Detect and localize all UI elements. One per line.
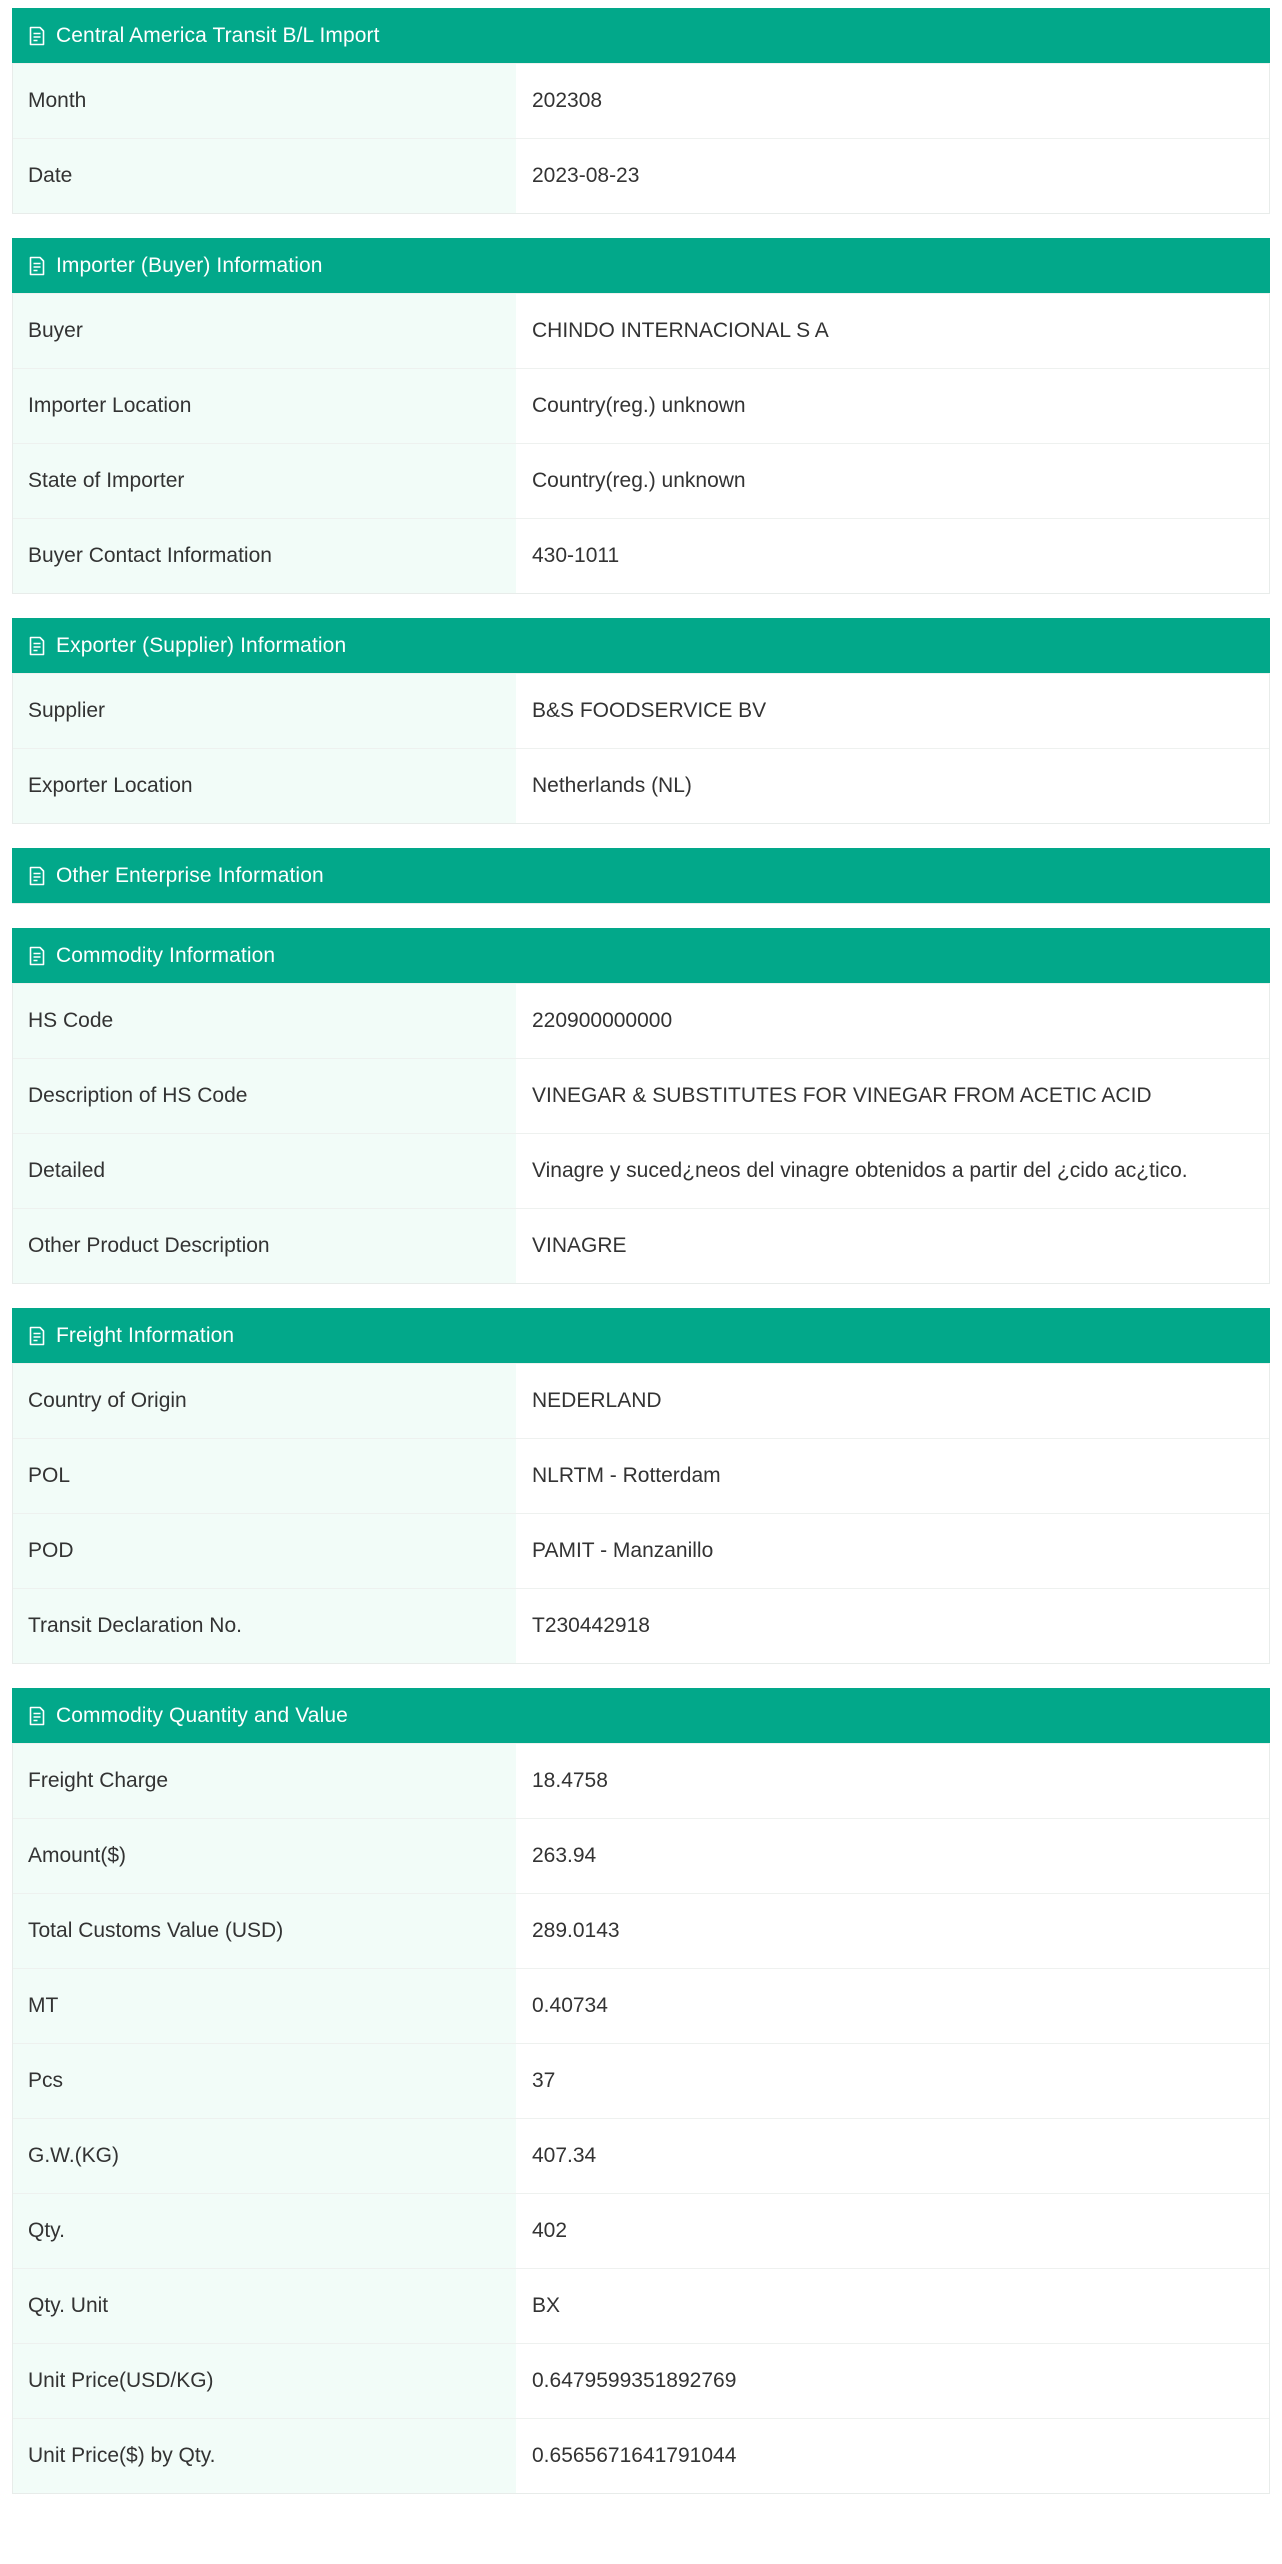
table-row	[13, 1058, 1269, 1133]
table-row	[13, 1818, 1269, 1893]
field-value: 263.94	[516, 1819, 1269, 1893]
table-row	[13, 443, 1269, 518]
section-title: Freight Information	[56, 1323, 235, 1347]
field-label: MT	[13, 1969, 516, 2043]
field-value: Country(reg.) unknown	[516, 444, 1269, 518]
section-header	[12, 1688, 1270, 1743]
field-label: Amount($)	[13, 1819, 516, 1893]
field-label: Date	[13, 139, 516, 213]
table-row	[13, 1363, 1269, 1438]
section-title: Importer (Buyer) Information	[56, 253, 323, 277]
field-value: T230442918	[516, 1589, 1269, 1663]
table-row	[13, 1743, 1269, 1818]
table-row	[13, 1438, 1269, 1513]
section-header	[12, 848, 1270, 903]
table-row	[13, 1588, 1269, 1663]
table-row	[13, 2343, 1269, 2418]
field-value: PAMIT - Manzanillo	[516, 1514, 1269, 1588]
section-title: Commodity Information	[56, 943, 276, 967]
field-value: 430-1011	[516, 519, 1269, 593]
section-header	[12, 1308, 1270, 1363]
field-label: Other Product Description	[13, 1209, 516, 1283]
table-row	[13, 63, 1269, 138]
section-0	[12, 8, 1270, 214]
document-list-icon	[28, 946, 46, 966]
section-header	[12, 238, 1270, 293]
section-6	[12, 1688, 1270, 2494]
field-label: Detailed	[13, 1134, 516, 1208]
bl-detail-page	[12, 8, 1270, 2494]
field-value: 0.6565671641791044	[516, 2419, 1269, 2493]
document-list-icon	[28, 1326, 46, 1346]
field-value: 289.0143	[516, 1894, 1269, 1968]
field-value: Netherlands (NL)	[516, 749, 1269, 823]
field-value: 202308	[516, 64, 1269, 138]
section-title: Central America Transit B/L Import	[56, 23, 380, 47]
field-value: VINEGAR & SUBSTITUTES FOR VINEGAR FROM ACETIC ACID	[516, 1059, 1269, 1133]
field-label: Total Customs Value (USD)	[13, 1894, 516, 1968]
table-row	[13, 1208, 1269, 1283]
field-label: Month	[13, 64, 516, 138]
field-value: NEDERLAND	[516, 1364, 1269, 1438]
field-label: Description of HS Code	[13, 1059, 516, 1133]
field-value: 0.40734	[516, 1969, 1269, 2043]
field-label: POD	[13, 1514, 516, 1588]
field-label: Qty.	[13, 2194, 516, 2268]
section-1	[12, 238, 1270, 594]
field-label: State of Importer	[13, 444, 516, 518]
section-3	[12, 848, 1270, 904]
field-label: Importer Location	[13, 369, 516, 443]
table-row	[13, 2418, 1269, 2493]
table-row	[13, 1893, 1269, 1968]
field-value: VINAGRE	[516, 1209, 1269, 1283]
table-row	[13, 2268, 1269, 2343]
document-list-icon	[28, 866, 46, 886]
field-value: Vinagre y suced¿neos del vinagre obtenidos a partir del ¿cido ac¿tico.	[516, 1134, 1269, 1208]
table-row	[13, 1513, 1269, 1588]
field-value: 37	[516, 2044, 1269, 2118]
field-label: Unit Price($) by Qty.	[13, 2419, 516, 2493]
table-row	[13, 2043, 1269, 2118]
field-value: B&S FOODSERVICE BV	[516, 674, 1269, 748]
field-value: NLRTM - Rotterdam	[516, 1439, 1269, 1513]
table-row	[13, 138, 1269, 213]
section-title: Commodity Quantity and Value	[56, 1703, 348, 1727]
section-4	[12, 928, 1270, 1284]
section-title: Exporter (Supplier) Information	[56, 633, 347, 657]
field-label: POL	[13, 1439, 516, 1513]
section-header	[12, 928, 1270, 983]
document-list-icon	[28, 636, 46, 656]
document-list-icon	[28, 256, 46, 276]
field-value: 402	[516, 2194, 1269, 2268]
field-label: Exporter Location	[13, 749, 516, 823]
field-value: 0.6479599351892769	[516, 2344, 1269, 2418]
field-label: Pcs	[13, 2044, 516, 2118]
table-row	[13, 983, 1269, 1058]
field-value: 2023-08-23	[516, 139, 1269, 213]
field-label: Buyer Contact Information	[13, 519, 516, 593]
section-header	[12, 8, 1270, 63]
field-value: 18.4758	[516, 1744, 1269, 1818]
field-label: Buyer	[13, 294, 516, 368]
document-list-icon	[28, 26, 46, 46]
field-label: Country of Origin	[13, 1364, 516, 1438]
field-value: 407.34	[516, 2119, 1269, 2193]
section-header	[12, 618, 1270, 673]
field-label: Freight Charge	[13, 1744, 516, 1818]
table-row	[13, 2193, 1269, 2268]
field-label: Unit Price(USD/KG)	[13, 2344, 516, 2418]
section-5	[12, 1308, 1270, 1664]
table-row	[13, 2118, 1269, 2193]
section-title: Other Enterprise Information	[56, 863, 324, 887]
field-label: Transit Declaration No.	[13, 1589, 516, 1663]
table-row	[13, 673, 1269, 748]
table-row	[13, 293, 1269, 368]
document-list-icon	[28, 1706, 46, 1726]
table-row	[13, 518, 1269, 593]
table-row	[13, 748, 1269, 823]
table-row	[13, 368, 1269, 443]
field-value: Country(reg.) unknown	[516, 369, 1269, 443]
section-2	[12, 618, 1270, 824]
field-label: Supplier	[13, 674, 516, 748]
table-row	[13, 1133, 1269, 1208]
field-label: Qty. Unit	[13, 2269, 516, 2343]
table-row	[13, 1968, 1269, 2043]
field-value: BX	[516, 2269, 1269, 2343]
field-value: 220900000000	[516, 984, 1269, 1058]
field-label: HS Code	[13, 984, 516, 1058]
field-value: CHINDO INTERNACIONAL S A	[516, 294, 1269, 368]
field-label: G.W.(KG)	[13, 2119, 516, 2193]
